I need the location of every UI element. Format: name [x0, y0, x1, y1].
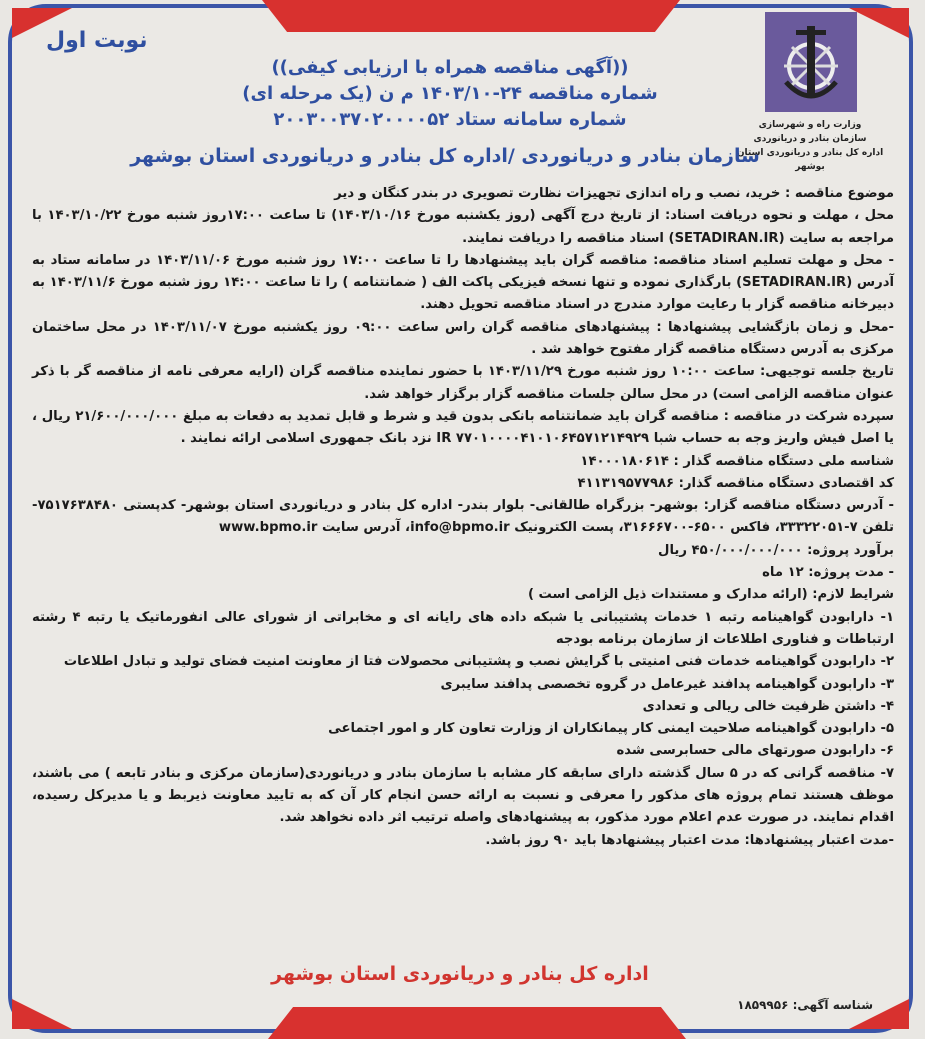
project-duration: - مدت پروژه: ۱۲ ماه [762, 565, 894, 581]
document-submission: - محل و مهلت تسلیم اسناد مناقصه: مناقصه گران باید پیشنهادها را تا ساعت ۱۷:۰۰ روز شنبه مورخ ۱۴۰۳/۱۱/۰۶ در سامانه ستاد به آدرس (SETADIRAN.IR) بارگذاری نموده و تنها نسخه فیزیکی پاکت الف ( ضمانتنامه ) را تا ساعت ۱۴:۰۰ روز شنبه مورخ ۱۴۰۳/۱۱/۶ به دبیرخانه مناقصه گزار با رعایت موارد مندرج در اسناد مناقصه تحویل دهند. [32, 252, 895, 313]
footer-organization: اداره کل بنادر و دریانوردی استان بوشهر [271, 963, 649, 985]
publication-turn: نوبت اول [46, 28, 148, 53]
bid-deposit: سپرده شرکت در مناقصه : مناقصه گران باید ضمانتنامه بانکی بدون قید و شرط و قابل تمدید به دفعات به مبلغ ۲۱/۶۰۰/۰۰۰/۰۰۰ ریال ، یا اصل فیش واریز وجه به حساب شبا IR ۷۷۰۱۰۰۰۰۴۱۰۱۰۶۴۵۷۱۲۱۴۹۲۹ نزد بانک جمهوری اسلامی ارائه نمایند . [32, 408, 894, 447]
briefing-session: تاریخ جلسه توجیهی: ساعت ۱۰:۰۰ روز شنبه مورخ ۱۴۰۳/۱۱/۲۹ با حضور نماینده مناقصه گران (ارایه معرفی نامه از مناقصه گر با ذکر عنوان مناقصه الزامی است) در محل سالن جلسات مناقصه گزار برگزار خواهد شد. [32, 364, 894, 402]
economic-code: کد اقتصادی دستگاه مناقصه گذار: ۴۱۱۳۱۹۵۷۷۹۸۶ [577, 475, 894, 491]
address-contact: - آدرس دستگاه مناقصه گزار: بوشهر- بزرگراه طالقانی- بلوار بندر- اداره کل بنادر و دریانوردی استان بوشهر- کدپستی ۷۵۱۷۶۳۸۴۸۰- تلفن ۷-۳۳۳۲۲۰۵۱، فاکس ۶۵۰۰-۳۱۶۶۶۷۰۰، پست الکترونیک info@bpmo.ir، آدرس سایت www.bpmo.ir [32, 498, 894, 536]
requirement-item: ۷- مناقصه گرانی که در ۵ سال گذشته دارای سابقه کار مشابه با سازمان بنادر و دریانوردی(سازمان مرکزی و بنادر تابعه ) می باشند، موظف هستند تمام پروژه های مذکور را معرفی و نسبت به ارائه حسن انجام کار آن که به تایید معاونت ذیربط و یا مدیرکل رسیده، اقدام نمایند. در صورت عدم اعلام مورد مذکور، به پیشنهادهای واصله ترتیب اثر داده نخواهد شد. [32, 765, 894, 826]
ad-body [32, 183, 894, 852]
requirement-item: ۵- دارابودن گواهینامه صلاحیت ایمنی کار پیمانکاران از وزارت تعاون کار و امور اجتماعی [328, 721, 894, 737]
requirement-item: ۳- دارابودن گواهینامه پدافند غیرعامل در گروه تخصصی پدافند سایبری [440, 676, 894, 692]
tender-number: شماره مناقصه ۲۴-۱۴۰۳/۱۰ م ن (یک مرحله ای) [242, 83, 658, 104]
requirements-heading: شرایط لازم: (ارائه مدارک و مستندات ذیل الزامی است ) [527, 587, 894, 603]
project-estimate: برآورد پروژه: ۴۵۰/۰۰۰/۰۰۰/۰۰۰ ریال [658, 542, 894, 558]
bottom-red-banner [268, 1007, 686, 1039]
organization-name: سازمان بنادر و دریانوردی /اداره کل بنادر و دریانوردی استان بوشهر [130, 145, 760, 167]
ad-id: شناسه آگهی: ۱۸۵۹۹۵۶ [737, 998, 873, 1012]
national-id: شناسه ملی دستگاه مناقصه گذار : ۱۴۰۰۰۱۸۰۶۱۴ [580, 453, 894, 469]
requirement-item: ۴- داشتن ظرفیت خالی ریالی و تعدادی [642, 698, 894, 714]
requirement-item: ۱- دارابودن گواهینامه رتبه ۱ خدمات پشتیبانی یا شبکه داده های رایانه ای و مخابراتی از شورای عالی انفورماتیک یا رتبه ۴ رشته ارتباطات و فناوری اطلاعات از سازمان برنامه بودجه [32, 609, 894, 647]
anchor-wheel-icon [776, 20, 846, 104]
tender-subject: موضوع مناقصه : خرید، نصب و راه اندازی تجهیزات نظارت تصویری در بندر کنگان و دیر [334, 186, 894, 201]
bid-validity: -مدت اعتبار پیشنهادها: مدت اعتبار پیشنهادها باید ۹۰ روز باشد. [485, 832, 894, 848]
document-receipt: محل ، مهلت و نحوه دریافت اسناد: از تاریخ درج آگهی (روز یکشنبه مورخ ۱۴۰۳/۱۰/۱۶) تا ساعت ۱۷:۰۰روز شنبه مورخ ۱۴۰۳/۱۰/۲۲ با مراجعه به سایت (SETADIRAN.IR) اسناد مناقصه را دریافت نمایند. [32, 208, 895, 246]
requirement-item: ۲- دارابودن گواهینامه خدمات فنی امنیتی با گرایش نصب و پشتیبانی محصولات فتا از معاونت امنیت فضای تولید و تبادل اطلاعات [63, 654, 894, 670]
ports-organization-logo [765, 12, 857, 112]
caption-line: وزارت راه و شهرسازی [758, 120, 862, 130]
top-red-banner [262, 0, 680, 32]
caption-line: سازمان بنادر و دریانوردی [753, 134, 867, 144]
setad-number: شماره سامانه ستاد ۲۰۰۳۰۰۳۷۰۲۰۰۰۰۵۲ [273, 109, 627, 130]
corner-decoration [849, 8, 909, 38]
corner-decoration [12, 999, 72, 1029]
requirement-item: ۶- دارابودن صورتهای مالی حسابرسی شده [616, 743, 894, 759]
bid-opening: -محل و زمان بازگشایی پیشنهادها : پیشنهادهای مناقصه گران راس ساعت ۰۹:۰۰ روز یکشنبه مورخ ۱۴۰۳/۱۱/۰۷ در محل ساختمان مرکزی به آدرس دستگاه مناقصه گزار مفتوح خواهد شد . [32, 319, 894, 358]
caption-line: اداره کل بنادر و دریانوردی استان بوشهر [736, 148, 884, 172]
ad-title: ((آگهی مناقصه همراه با ارزیابی کیفی)) [271, 57, 629, 78]
ad-title-block [150, 55, 750, 133]
